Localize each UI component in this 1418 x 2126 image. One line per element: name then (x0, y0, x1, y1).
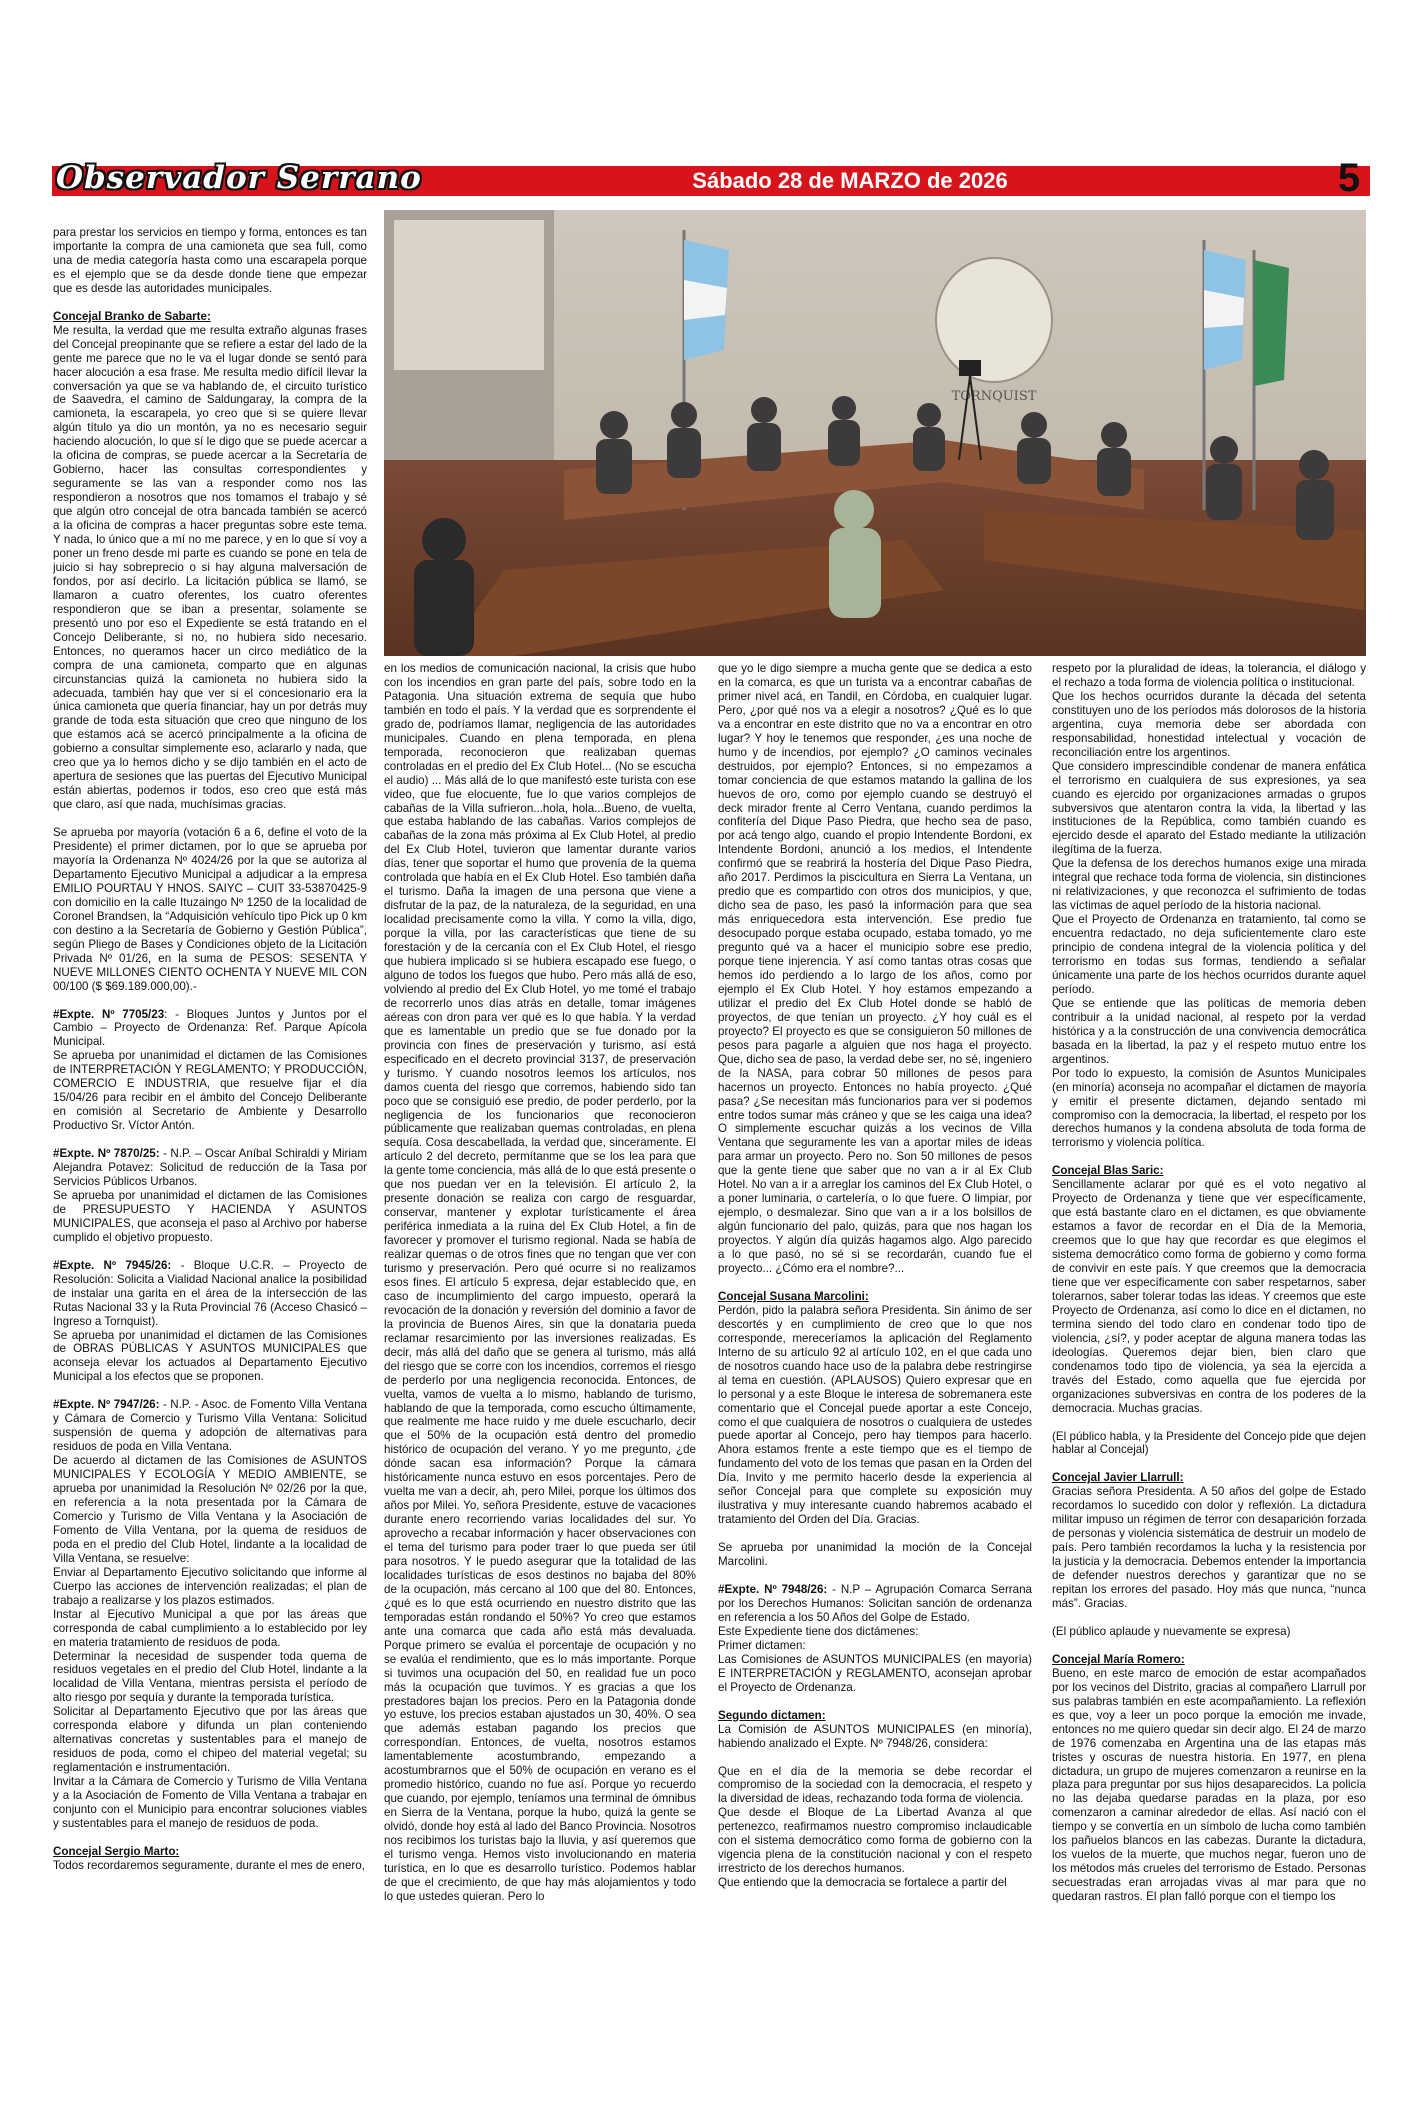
article-column-1 (53, 226, 367, 2106)
paragraph: Que el Proyecto de Ordenanza en tratamiento, tal como se encuentra redactado, no deja suficientemente claro este principio de condena integral de la violencia política y del terrorismo en todas sus formas, tendiendo a señalar únicamente una parte de los hechos ocurridos durante aquel período. (1052, 913, 1366, 996)
issue-date: Sábado 28 de MARZO de 2026 (692, 168, 1008, 193)
section-heading: Segundo dictamen: (718, 1708, 826, 1722)
expediente-entry (53, 1147, 367, 1189)
paragraph: respeto por la pluralidad de ideas, la tolerancia, el diálogo y el rechazo a toda forma de violencia política o institucional. (1052, 662, 1366, 689)
speaker-heading: Concejal Susana Marcolini: (718, 1289, 869, 1303)
expediente-entry (53, 1008, 367, 1050)
expediente-entry (718, 1583, 1032, 1625)
speaker-heading: Concejal Branko de Sabarte: (53, 309, 211, 323)
paragraph: Que la defensa de los derechos humanos exige una mirada integral que rechace toda forma de violencia, sin distinciones ni relativizaciones, y que reconozca el sufrimiento de todas las víctimas de aquel período de la historia nacional. (1052, 857, 1366, 913)
expediente-entry (53, 1398, 367, 1454)
paragraph: Se aprueba por unanimidad la moción de la Concejal Marcolini. (718, 1541, 1032, 1569)
resolution-text: De acuerdo al dictamen de las Comisiones de ASUNTOS MUNICIPALES Y ECOLOGÍA Y MEDIO AMBIENTE, se aprueba por unanimidad la Resolución Nº 02/26 por la que, en referencia a la nota presentada por la Cámara de Comercio y Turismo de Villa Ventana y la Asociación de Fomento de Villa Ventana, por la quema de residuos de poda en el predio del Club Hotel, lindante a la localidad de Villa Ventana, se resuelve: (53, 1454, 367, 1565)
photo-icon (384, 210, 1366, 656)
resolution-text: Se aprueba por unanimidad el dictamen de las Comisiones de INTERPRETACIÓN Y REGLAMENTO; Y PRODUCCIÓN, COMERCIO E INDUSTRIA, que resuelve fijar el día 15/04/26 para recibir en el ámbito del Concejo Deliberante en comisión al Secretario de Ambiente y Desarrollo Productivo Sr. Víctor Antón. (53, 1049, 367, 1133)
paragraph: Primer dictamen: (718, 1638, 806, 1652)
resolution-item: Enviar al Departamento Ejecutivo solicitando que informe al Cuerpo las acciones de intervención realizadas; el plan de trabajo a realizarse y los plazos estimados. (53, 1565, 367, 1607)
paragraph: Bueno, en este marco de emoción de estar acompañados por los vecinos del Distrito, gracias al compañero Llarrull por sus palabras también en este acompañamiento. La reflexión es que, voy a leer un poco porque la emoción me invade, entonces no me quiero quedar sin decir algo. El 24 de marzo de 1976 comenzaba en Argentina una de las etapas más tristes y oscuras de nuestra historia. En 1977, en plena dictadura, un grupo de mujeres comenzaron a reunirse en la plaza para preguntar por sus hijos desaparecidos. La policía no las dejaba quedarse paradas en la plaza, por eso comenzaron a caminar alrededor de ellas. Así nació con el tiempo y se convertía en un símbolo de lucha como también los pañuelos blancos en las cabezas. Durante la dictadura, los vuelos de la muerte, que muchos negar, fueron uno de los métodos más crueles del terrorismo de Estado. Personas secuestradas eran arrojadas vivas al mar para que no quedaran rastros. El plan falló porque con el tiempo los (1052, 1666, 1366, 1904)
article-column-4 (1052, 662, 1366, 2106)
speaker-heading: Concejal Blas Saric: (1052, 1164, 1164, 1178)
expediente-text: - N.P. - Asoc. de Fomento Villa Ventana y Cámara de Comercio y Turismo Villa Ventana: Solicitud suspensión de quema y adopción de alternativas para residuos de poda en Villa Ventana. (53, 1398, 367, 1454)
paragraph: Que se entiende que las políticas de memoria deben contribuir a la unidad nacional, al respeto por la verdad histórica y a la construcción de una convivencia democrática basada en la libertad, la paz y el respeto mutuo entre los argentinos. (1052, 996, 1366, 1066)
paragraph: Perdón, pido la palabra señora Presidenta. Sin ánimo de ser descortés y en cumplimiento de creo que lo que nos corresponde, mereceríamos la aplicación del Reglamento Interno de su artículo 92 al artículo 102, en el que cada uno de nosotros cuando hace uso de la palabra debe restringirse al tema en cuestión. (APLAUSOS) Quiero expresar que en lo personal y a este Bloque le interesa de sobremanera este comentario que el Concejal puede aportar a este Concejo, como el que cualquiera de nosotros o cualquiera de ustedes puede aportar al Concejo, pero hay tiempos para hacerlo. Ahora estamos frente a este tiempo que es el tiempo de fundamento del voto de los temas que pasan en la Orden del Día. Invito y me permito hacerlo desde la experiencia al señor Concejal para que complete su exposición muy ilustrativa y muy interesante cuando habremos acabado el tratamiento del Orden del Día. Gracias. (718, 1303, 1032, 1527)
paragraph: La Comisión de ASUNTOS MUNICIPALES (en minoría), habiendo analizado el Expte. Nº 7948/26, considera: (718, 1722, 1032, 1750)
expediente-number: #Expte. Nº 7945/26: (53, 1258, 172, 1272)
paragraph: Gracias señora Presidenta. A 50 años del golpe de Estado recordamos lo sucedido con dolor y reflexión. La dictadura militar impuso un régimen de terror con desaparición forzada de personas y violencia sistemática de destruir un modelo de país. Pero también recordamos la lucha y la resistencia por la justicia y la democracia. Debemos entender la importancia de defender nuestros derechos y garantizar que no se repitan los errores del pasado. Hoy más que nunca, “nunca más”. Gracias. (1052, 1485, 1366, 1610)
paragraph: Que desde el Bloque de La Libertad Avanza al que pertenezco, reafirmamos nuestro compromiso inclaudicable con el sistema democrático como forma de gobierno con la vigencia plena de la constitución nacional y con el respeto irrestricto de los derechos humanos. (718, 1806, 1032, 1876)
paragraph: (El público aplaude y nuevamente se expresa) (1052, 1624, 1291, 1638)
resolution-item: Determinar la necesidad de suspender toda quema de residuos vegetales en el predio del Club Hotel, lindante a la localidad de Villa Ventana, mientras persista el período de alto riesgo por sequía y durante la temporada turística. (53, 1649, 367, 1705)
article-column-3 (718, 662, 1032, 2106)
resolution-item: Instar al Ejecutivo Municipal a que por las áreas que corresponda de cabal cumplimiento a lo establecido por ley en materia tratamiento de residuos de poda. (53, 1607, 367, 1649)
paragraph: Las Comisiones de ASUNTOS MUNICIPALES (en mayoría) E INTERPRETACIÓN y REGLAMENTO, aconsejan aprobar el Proyecto de Ordenanza. (718, 1652, 1032, 1694)
newspaper-logo: Observador Serrano (56, 160, 422, 196)
expediente-number: #Expte. Nº 7870/25: (53, 1147, 160, 1161)
paragraph: Todos recordaremos seguramente, durante el mes de enero, (53, 1858, 365, 1872)
resolution-item: Invitar a la Cámara de Comercio y Turismo de Villa Ventana y a la Asociación de Fomento de Villa Ventana a trabajar en conjunto con el Municipio para encontrar soluciones viables y sustentables para el manejo de residuos de poda. (53, 1775, 367, 1830)
council-session-photo (384, 210, 1366, 656)
expediente-text: - Bloque U.C.R. – Proyecto de Resolución: Solicita a Vialidad Nacional analice la posibilidad de instalar una garita en el área de la intersección de las Rutas Nacional 33 y la Ruta Provincial 76 (Acceso Chasicó – Ingreso a Tornquist). (53, 1258, 367, 1328)
expediente-text: - N.P – Agrupación Comarca Serrana por los Derechos Humanos: Solicitan sanción de ordenanza en referencia a los 50 Años del Golpe de Estado. (718, 1583, 1032, 1624)
resolution-item: Solicitar al Departamento Ejecutivo que por las áreas que corresponda elabore y difunda un plan conteniendo alternativas concretas y sustentables para el manejo de residuos de poda, como el chipeo del material vegetal; su reglamentación e instrumentación. (53, 1705, 367, 1775)
speaker-heading: Concejal Javier Llarrull: (1052, 1471, 1184, 1485)
paragraph: que yo le digo siempre a mucha gente que se dedica a esto en la comarca, es que un turista va a encontrar cabañas de primer nivel acá, en Tandil, en Córdoba, en cualquier lugar. Pero, ¿por qué nos va a elegir a nosotros? ¿Qué es lo que va a encontrar en este distrito que no va a encontrar en otro lugar? Y hoy le tenemos que responder, ¿es una noche de humo y de incendios, por ejemplo? ¿O caminos vecinales destruidos, por ejemplo? Entonces, si no empezamos a tomar conciencia de que estamos matando la gallina de los huevos de oro, como por ejemplo cuando se destruyó el deck mirador frente al Cerro Ventana, cuando perdimos la confitería del Dique Paso Piedra, que hecho sea de paso, por acá tengo algo, cuando el propio Intendente Bordoni, ex Intendente Bordoni, anunció a los medios, el Intendente confirmó que se reabrirá la hostería del Dique Paso Piedra, año 2017. Perdimos la piscicultura en Sierra La Ventana, un predio que es compartido con otros dos municipios, y que, dicho sea de paso, les pasó la información para que sea más enriquecedora esta intervención. Ese predio fue desocupado porque estaba ocupado, estaba tomado, yo me pregunto qué va a hacer el municipio sobre ese predio, porque tiene injerencia. Y así como tantas otras cosas que hemos ido perdiendo a lo largo de los años, como por ejemplo el Ex Club Hotel. Y hoy estamos empezando a utilizar el predio del Ex Club Hotel donde se habló de proyectos, de que tenían un proyecto. ¿Y hoy cuál es el proyecto? El proyecto es que se consiguieron 50 millones de pesos para pagarle a alguien que nos haga el proyecto. Que, dicho sea de paso, la verdad debe ser, no sé, ingeniero de la NASA, para cobrar 50 millones de pesos para hacernos un proyecto. Entonces no había proyecto. ¿Qué pasa? ¿Se necesitan más funcionarios para ver si podemos entre todos sumar más cráneo y que se les caiga una idea? O simplemente escuchar quizás a los vecinos de Villa Ventana que seguramente les van a aportar miles de ideas para armar un proyecto. Pero no. Son 50 millones de pesos que la gente tiene que saber que no van a ir al Ex Club Hotel. No van a ir a arreglar los caminos del Ex Club Hotel, o a poner luminaria, o cartelería, o lo que fuere. O limpiar, por ejemplo, o desmalezar. Sino que van a ir a los bolsillos de algún funcionario del palo, quizás, para que nos hagan los proyectos. Y algún día quizás hagamos algo. Algo parecido a lo que pasó, no sé si se recordarán, cuando fue el proyecto... ¿Cómo era el nombre?... (718, 662, 1032, 1275)
paragraph: Que considero imprescindible condenar de manera enfática el terrorismo en cualquiera de sus expresiones, ya sea cuando es ejercido por organizaciones armadas o grupos subversivos que atentaron contra la vida, la libertad y las instituciones de la República, como también cuando es ejercido desde el aparato del Estado mediante la utilización ilegítima de la fuerza. (1052, 759, 1366, 857)
expediente-text: - N.P. – Oscar Aníbal Schiraldi y Miriam Alejandra Potavez: Solicitud de reducción de la Tasa por Servicios Públicos Urbanos. (53, 1147, 367, 1188)
paragraph: Este Expediente tiene dos dictámenes: (718, 1624, 919, 1638)
paragraph: Por todo lo expuesto, la comisión de Asuntos Municipales (en minoría) aconseja no acompañar el dictamen de mayoría y emitir el presente dictamen, dejando sentado mi compromiso con la democracia, la libertad, el respeto por los derechos humanos y la condena absoluta de toda forma de terrorismo y violencia política. (1052, 1066, 1366, 1150)
paragraph: en los medios de comunicación nacional, la crisis que hubo con los incendios en gran parte del país, sobre todo en la Patagonia. Una situación extrema de sequía que hubo también en todo el país. Y la verdad que es sorprendente el grado de, podríamos llamar, negligencia de las autoridades municipales. Cuando en plena temporada, en plena temporada, reconocieron que realizaban quemas controladas en el predio del Ex Club Hotel... (No se escucha el audio) ... Más allá de lo que manifestó este turista con ese video, que fue elocuente, fue lo que varios complejos de cabañas de la Villa sufrieron...hola, hola...Bueno, de vuelta, que estaba hablando de las cabañas. Varios complejos de cabañas de la zona más próxima al Ex Club Hotel, al predio del Ex Club Hotel, tuvieron que lamentar durante varios días, tener que soportar el humo que provenía de la quema controlada que había en el Ex Club Hotel. Eso también daña el turismo. Daña la imagen de una persona que viene a disfrutar de la paz, de la naturaleza, de la seguridad, en una localidad precisamente como la villa. Y como la villa, digo, porque la villa, por las características que tiene de su forestación y de la cercanía con el Ex Club Hotel, el riesgo que hubiera implicado si se hubiera escapado ese fuego, o alguno de todos los fuegos que hubo. Pero más allá de eso, volviendo al predio del Ex Club Hotel, yo me tomé el trabajo de recorrerlo unos días atrás en detalle, tomar imágenes aéreas con dron para ver qué es lo que había. Y la verdad que es lamentable un predio que se fue donado por la provincia con fines de preservación y turismo, así está especificado en el decreto provincial 3137, de preservación y turismo. Y cuando nosotros leemos los artículos, nos damos cuenta del riesgo que corremos, habiendo sido tan poco que se consiguió ese predio, de poder perderlo, por la negligencia de los funcionarios que reconocieron públicamente que realizaban quemas controladas, en plena sequía. Cosa descabellada, la verdad que, sinceramente. El artículo 2 del decreto, permítanme que se los lea para que la gente tome conciencia, más allá de lo que está presente o que nos puedan ver en la televisión. El artículo 2, la presente donación se realiza con cargo de resguardar, conservar, mantener y explotar turísticamente el área periférica inmediata a la ruina del Ex Club Hotel, a fin de favorecer y promover el turismo regional. Nada se había de realizar quemas o de otros fines que no tengan que ver con turismo y preservación. Pero qué ocurre si no realizamos esos fines. El artículo 5 expresa, dejar establecido que, en caso de incumplimiento del cargo impuesto, operará la revocación de la donación y reversión del dominio a favor de la provincia de Buenos Aires, sin que la donataria pueda reclamar resarcimiento por las inversiones realizadas. Es decir, más allá del daño que se genera al turismo, más allá del riesgo que se corre con los incendios, corremos el riesgo de perderlo por una negligencia reconocida. Entonces, de vuelta, vamos de vuelta a lo mismo, hablando de turismo, hablando de que la temporada, como escucho últimamente, que realmente me hace ruido y me duele escucharlo, decir que el 50% de la ocupación está dentro del promedio histórico de ocupación del verano. Y yo me pregunto, ¿de dónde sacan esa información? Porque la cámara históricamente nunca estuvo en esos porcentajes. Pero de vuelta me van a decir, ah, pero Milei, porque los últimos dos años por Milei. Yo, señora Presidente, estuve de vacaciones durante enero recorriendo varias localidades del sur. Yo aprovecho a recabar información y hacer observaciones con el tema del turismo para poder traer lo que pueda ser útil para nosotros. Y le puedo asegurar que la totalidad de las localidades turísticas de esos destinos no bajaba del 80% de la ocupación, más cercano al 100 que del 80. Entonces, ¿qué es lo que está ocurriendo en nuestro distrito que las temporadas están rondando el 50%? Yo creo que estamos ante una comarca que cada año está más devaluada. Porque primero se evalúa el porcentaje de ocupación y no se evalúa el rendimiento, que es lo más importante. Porque si tuvimos una ocupación del 50, en realidad fue un poco más la ocupación que tuvimos. Y es gracias a que los prestadores bajan los precios. Pero en la Patagonia donde yo estuve, los precios estaban ajustados un 30, 40%. O sea que además estaban pagando los precios que correspondían. Entonces, de vuelta, nosotros estamos lamentablemente acostumbrando, empezando a acostumbrarnos que el 50% de ocupación en verano es el promedio histórico, cuando no fue así. Porque yo recuerdo que cuando, por ejemplo, teníamos una terminal de ómnibus en Sierra de la Ventana, porque la hubo, quizá la gente se olvidó, donde hoy está al lado del Banco Provincia. Nosotros nos recibimos los turistas bajo la lluvia, y así queremos que el turismo venga. Hemos visto involucionando en materia turística, en lo que es desarrollo turístico. Podemos hablar de que el crecimiento, de que hay más alojamientos y todo lo que ustedes quieran. Pero lo (384, 662, 696, 1903)
expediente-entry (53, 1259, 367, 1329)
expediente-number: #Expte. Nº 7948/26: (718, 1583, 833, 1597)
paragraph: Se aprueba por mayoría (votación 6 a 6, define el voto de la Presidente) el primer dictamen, por lo que se aprueba por mayoría la Ordenanza Nº 4024/26 por la que se autoriza al Departamento Ejecutivo Municipal a adjudicar a la empresa EMILIO POURTAU Y HNOS. SAIYC – CUIT 33-53870425-9 con domicilio en la calle Ituzaingo Nº 1250 de la localidad de Coronel Brandsen, la “Adquisición vehículo tipo Pick up 0 km con destino a la Secretaría de Gobierno y Gestión Pública”, según Pliego de Bases y Condiciones objeto de la Licitación Privada Nº 01/26, en la suma de PESOS: SESENTA Y NUEVE MILLONES CIENTO OCHENTA Y NUEVE MIL CON 00/100 ($ $69.189.000,00).- (53, 826, 367, 993)
speaker-heading: Concejal Sergio Marto: (53, 1844, 180, 1858)
speaker-heading: Concejal María Romero: (1052, 1652, 1185, 1666)
expediente-number: #Expte. Nº 7947/26: (53, 1398, 160, 1412)
paragraph: Que en el día de la memoria se debe recordar el compromiso de la sociedad con la democracia, el respeto y la diversidad de ideas, rechazando toda forma de violencia. (718, 1764, 1032, 1806)
expediente-text: : - Bloques Juntos y Juntos por el Cambio – Proyecto de Ordenanza: Ref. Parque Apícola Municipal. (53, 1007, 367, 1049)
expediente-number: #Expte. Nº 7705/23 (53, 1007, 165, 1021)
resolution-text: Se aprueba por unanimidad el dictamen de las Comisiones de OBRAS PÚBLICAS Y ASUNTOS MUNICIPALES que aconseja elevar los actuados al Departamento Ejecutivo Municipal a los efectos que se proponen. (53, 1328, 367, 1384)
article-column-2 (384, 662, 696, 2106)
paragraph: Que los hechos ocurridos durante la década del setenta constituyen uno de los períodos más dolorosos de la historia argentina, cuya memoria debe ser abordada con responsabilidad, honestidad intelectual y vocación de reconciliación entre los argentinos. (1052, 689, 1366, 759)
wall-lettering: TORNQUIST (951, 389, 1037, 404)
paragraph: Sencillamente aclarar por qué es el voto negativo al Proyecto de Ordenanza y tiene que ver específicamente, que está bastante claro en el dictamen, es que obviamente estamos a favor de recordar en el Día de la Memoria, creemos que lo que hay que recordar es que elegimos el sistema democrático como forma de gobierno y como forma de convivir en este país. Y que creemos que la democracia tiene que ver específicamente con saber respetarnos, saber tolerarnos, saber tolerar todas las ideas. Y creemos que este Proyecto de Ordenanza, así como lo dice en el dictamen, no termina siendo del todo claro en condenar todo tipo de violencia, ¿sí?, y poder aceptar de alguna manera todas las ideologías. Queremos dejar bien, bien claro que condenamos todo tipo de violencia, ya sea la ejercida a través del Estado, como aquella que fue ejercida por organizaciones subversivas en contra de los poderes de la democracia. Muchas gracias. (1052, 1178, 1366, 1415)
paragraph: para prestar los servicios en tiempo y forma, entonces es tan importante la compra de una camioneta que sea full, como una de media categoría hasta como una escarapela porque es el ejemplo que se da desde donde tiene que empezar que es desde las autoridades municipales. (53, 226, 367, 295)
paragraph: Me resulta, la verdad que me resulta extraño algunas frases del Concejal preopinante que se refiere a estar del lado de la gente me parece que no le va el lugar donde se sentó para hacer alocución a esa frase. Me resulta medio difícil llevar la conversación ya que se va hablando de, el circuito turístico de Saavedra, el camino de Saldungaray, la compra de la camioneta, la escarapela, yo creo que si se quiere llevar algún título ya dio un montón, ya no es necesario seguir haciendo alocución, lo que sí le digo que se puede acercar a la oficina de compras, se puede acercar a la Secretaría de Gobierno, hacer las consultas correspondientes y seguramente se las van a responder como nos las respondieron a nosotros que nos tomamos el trabajo y sé que algún otro concejal de otra bancada también se acercó a la oficina de compras a hacer preguntas sobre este tema. Y nada, lo único que a mí no me parece, y en lo que sí voy a poner un freno desde mi parte es cuando se pone en tela de juicio si hay sobreprecio o si hay alguna malversación de fondos, por así decirlo. La licitación pública se llamó, se llamaron a cuatro oferentes, los cuatro oferentes respondieron que se iban a presentar, solamente se presentó uno por eso el Expediente se está tratando en el Concejo Deliberante, si no, no hubiera sido necesario. Entonces, no queramos hacer un circo mediático de la compra de una camioneta, comparto que en algunas circunstancias quizá la camioneta no hubiera sido la adecuada, también hay que ver si el concesionario era la única camioneta que quería financiar, hay un por detrás muy grande de toda esta situación que creo que ninguno de los que estamos acá se acercó principalmente a la oficina de gobierno a consultar simplemente eso, aclararlo y nada, que creo que ya lo hemos dicho y se dijo también en el acto de apertura de sesiones que las puertas del Ejecutivo Municipal están abiertas, podemos ir todos, eso creo que está más que claro, así que nada, muchísimas gracias. (53, 323, 367, 812)
resolution-text: Se aprueba por unanimidad el dictamen de las Comisiones de PRESUPUESTO Y HACIENDA Y ASUNTOS MUNICIPALES, que aconseja el paso al Archivo por haberse cumplido el objetivo propuesto. (53, 1188, 367, 1244)
page-number: 5 (1337, 156, 1361, 200)
paragraph: Que entiendo que la democracia se fortalece a partir del (718, 1876, 1007, 1890)
paragraph: (El público habla, y la Presidente del Concejo pide que dejen hablar al Concejal) (1052, 1429, 1366, 1457)
